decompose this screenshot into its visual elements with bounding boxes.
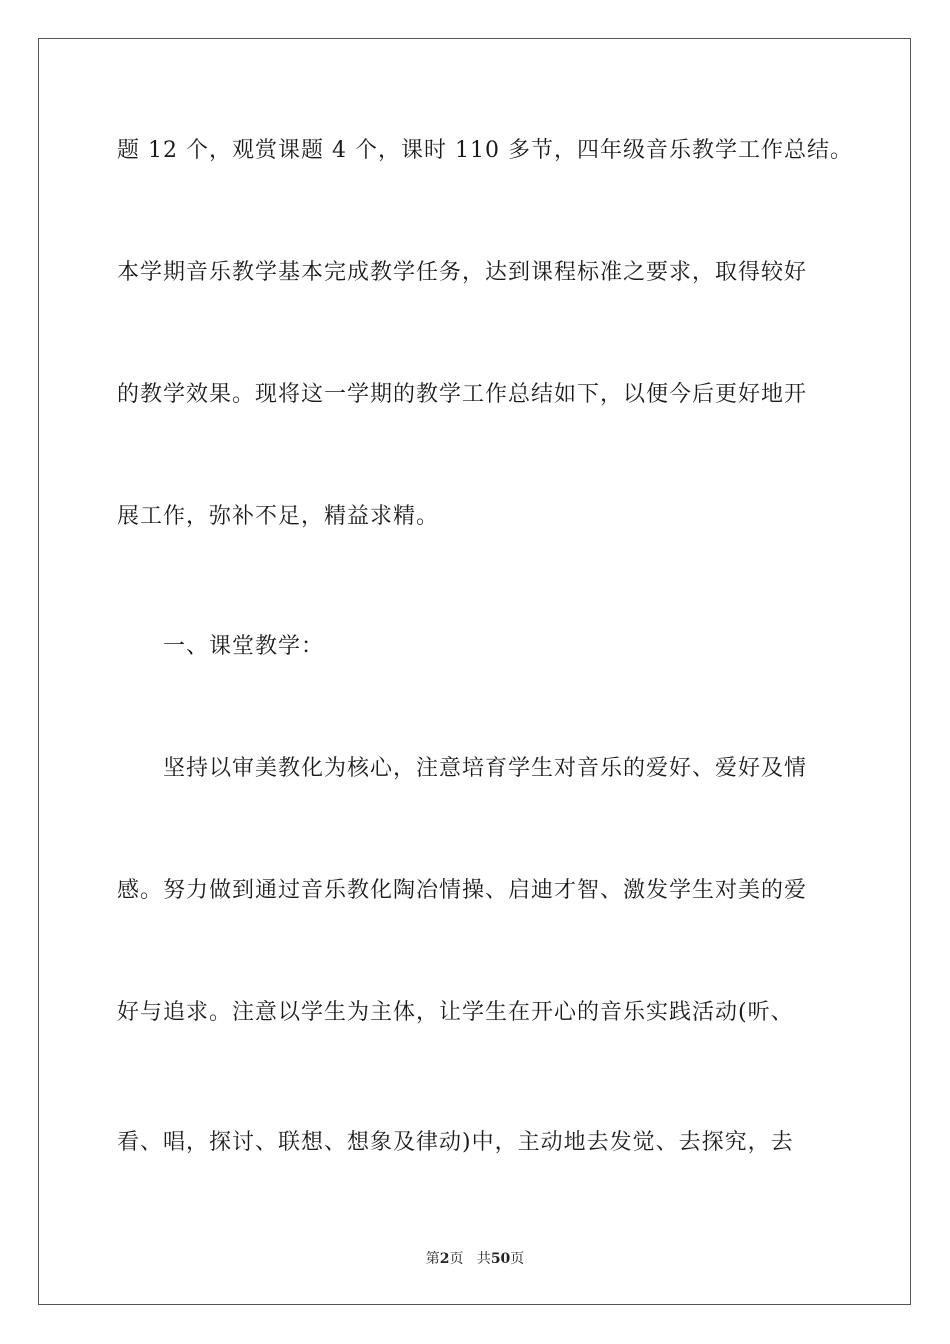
page-number: 2: [439, 1251, 450, 1267]
body-text-line: 题 12 个，观赏课题 4 个，课时 110 多节，四年级音乐教学工作总结。: [117, 138, 853, 163]
page-prefix: 第: [425, 1251, 440, 1267]
body-text-line: 展工作，弥补不足，精益求精。: [117, 504, 440, 529]
body-text-line: 的教学效果。现将这一学期的教学工作总结如下，以便今后更好地开: [117, 382, 808, 407]
section-heading: 一、课堂教学：: [163, 634, 325, 659]
total-suffix: 页: [510, 1251, 525, 1267]
total-pages: 50: [490, 1251, 511, 1267]
page-border: [38, 38, 911, 1305]
body-text-line: 好与追求。注意以学生为主体，让学生在开心的音乐实践活动(听、: [117, 1000, 794, 1025]
body-text-line: 坚持以审美教化为核心，注意培育学生对音乐的爱好、爱好及情: [163, 756, 808, 781]
body-text-line: 感。努力做到通过音乐教化陶冶情操、启迪才智、激发学生对美的爱: [117, 878, 808, 903]
total-prefix: 共: [476, 1251, 491, 1267]
body-text-line: 本学期音乐教学基本完成教学任务，达到课程标准之要求，取得较好: [117, 260, 808, 285]
body-text-line: 看、唱，探讨、联想、想象及律动)中，主动地去发觉、去探究，去: [117, 1130, 794, 1155]
page-suffix: 页: [449, 1251, 464, 1267]
page-footer: [0, 1248, 950, 1268]
